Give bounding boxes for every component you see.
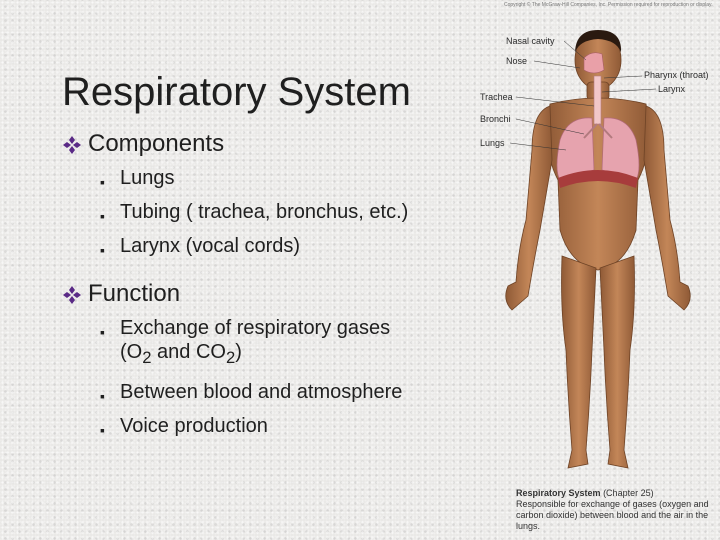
square-bullet-icon: ▪ [100,422,105,438]
square-bullet-icon: ▪ [100,208,105,224]
list-item: ▪ Tubing ( trachea, bronchus, etc.) [98,200,482,224]
list-item: ▪ Voice production [98,414,482,438]
square-bullet-icon: ▪ [100,242,105,258]
slide-title: Respiratory System [62,70,411,114]
label-nasal-cavity: Nasal cavity [506,36,555,46]
copyright-notice: Copyright © The McGraw-Hill Companies, Inc. Permission required for reproduction or display. [504,2,713,8]
label-pharynx: Pharynx (throat) [644,70,709,80]
label-larynx: Larynx [658,84,686,94]
figure-caption [516,488,716,532]
list-item: ▪ Lungs [98,166,482,190]
caption-chapter: (Chapter 25) [603,488,654,498]
section-heading-label: Function [88,280,181,307]
diamond-bullet-icon [62,135,82,155]
list-item: ▪ Exchange of respiratory gases ($O_2$ and $CO_2$) [100,317,391,367]
nasal-cavity [584,53,604,73]
square-bullet-icon: ▪ [100,388,105,404]
square-bullet-icon: ▪ [100,324,105,340]
label-bronchi: Bronchi [480,114,511,124]
square-bullet-icon: ▪ [100,174,105,190]
diamond-bullet-icon [62,285,82,305]
caption-title: Respiratory System [516,488,601,498]
gases-formula: ($O_2$ and $CO_2$) [120,341,242,367]
bullet-list [62,130,482,448]
section-function-heading [62,280,482,308]
section-heading-label: Components [88,130,225,157]
caption-text: Responsible for exchange of gases (oxygen and carbon dioxide) between blood and the air in the lungs. [516,499,709,531]
label-nose: Nose [506,56,528,66]
trachea [594,76,601,124]
list-item: ▪ Between blood and atmosphere [98,380,482,404]
label-trachea: Trachea [480,92,513,102]
label-lungs: Lungs [480,138,505,148]
anatomy-figure [476,20,720,484]
section-components-heading [62,130,482,158]
list-item: ▪ Larynx (vocal cords) [98,234,482,258]
